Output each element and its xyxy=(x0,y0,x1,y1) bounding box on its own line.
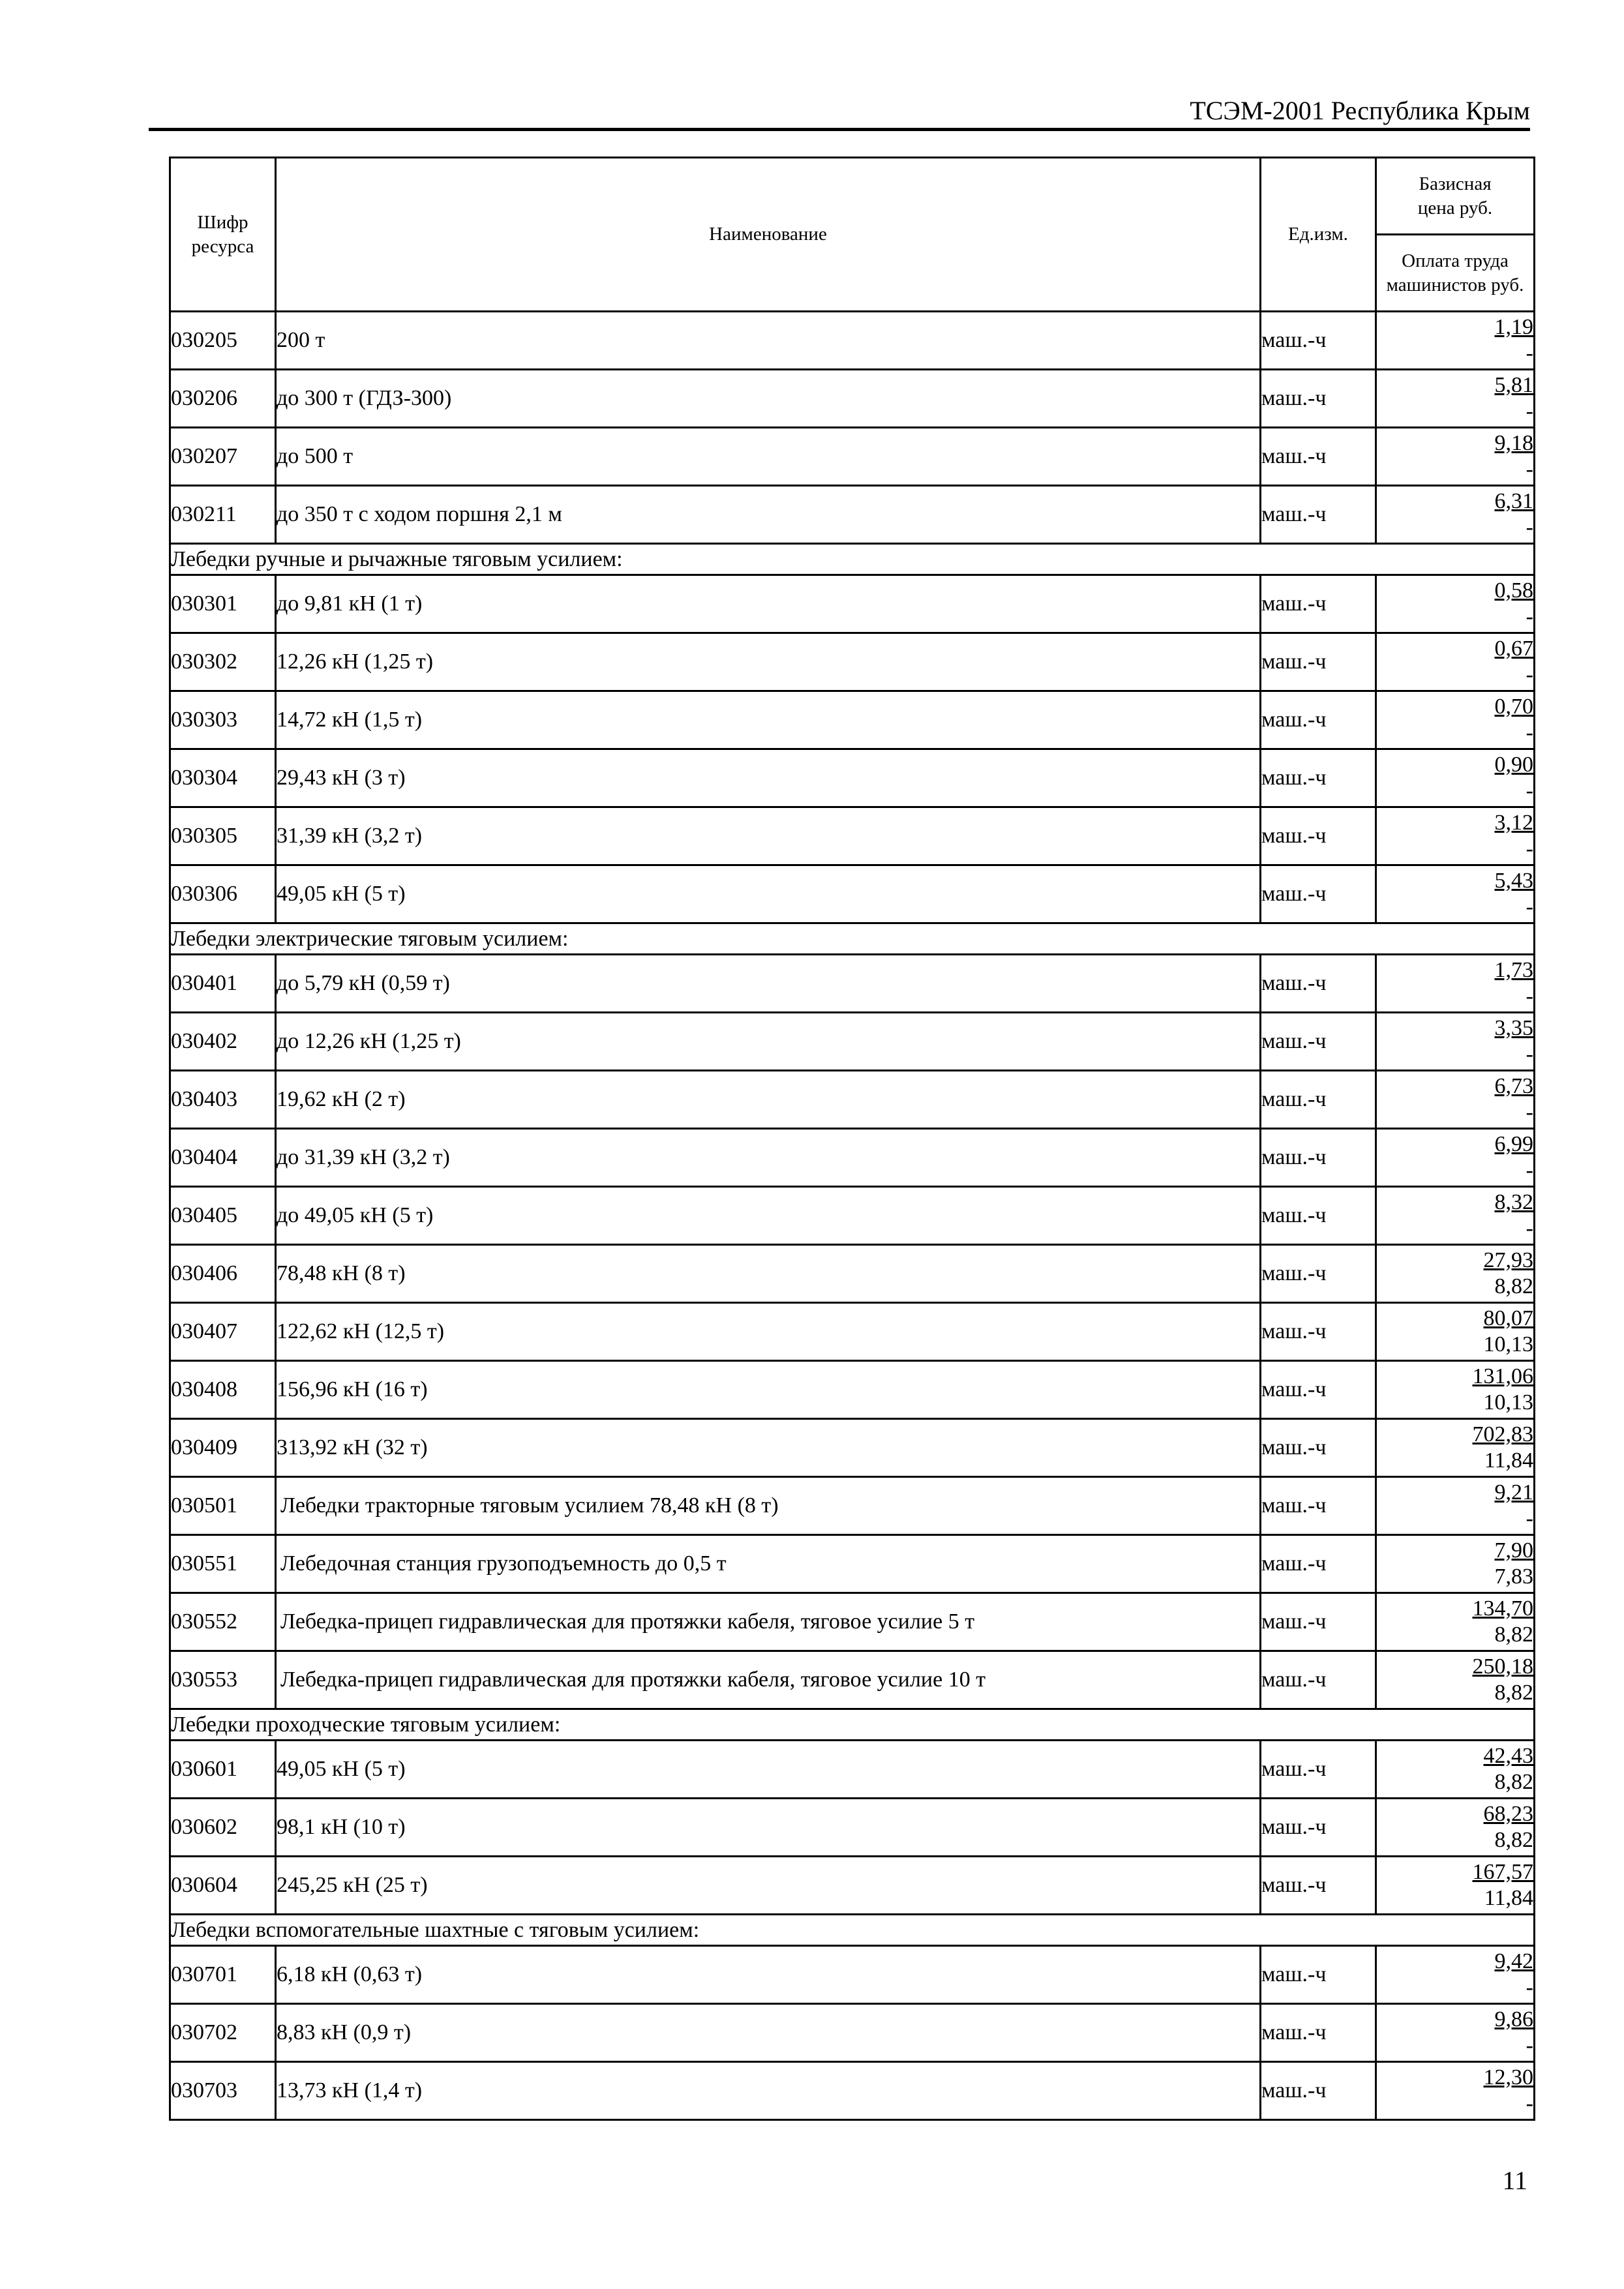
unit-of-measure: маш.-ч xyxy=(1261,1651,1376,1709)
unit-of-measure: маш.-ч xyxy=(1261,1013,1376,1071)
operator-wage: - xyxy=(1526,1158,1533,1182)
operator-wage: 8,82 xyxy=(1494,1770,1533,1794)
resource-name: до 49,05 кН (5 т) xyxy=(276,1187,1261,1245)
operator-wage: - xyxy=(1526,1042,1533,1066)
unit-of-measure: маш.-ч xyxy=(1261,1071,1376,1129)
base-price: 3,12 xyxy=(1494,811,1533,835)
operator-wage: - xyxy=(1526,663,1533,687)
resource-price-table xyxy=(169,157,1535,2121)
unit-of-measure: маш.-ч xyxy=(1261,807,1376,865)
resource-code: 030303 xyxy=(170,691,276,749)
unit-of-measure: маш.-ч xyxy=(1261,691,1376,749)
operator-wage: 8,82 xyxy=(1494,1274,1533,1298)
resource-name: 245,25 кН (25 т) xyxy=(276,1857,1261,1915)
table-row xyxy=(170,428,1535,486)
operator-wage: - xyxy=(1526,1975,1533,1999)
operator-wage: - xyxy=(1526,605,1533,629)
group-heading-row xyxy=(170,923,1535,955)
price-cell xyxy=(1376,807,1535,865)
unit-of-measure: маш.-ч xyxy=(1261,1741,1376,1799)
base-price: 6,73 xyxy=(1494,1074,1533,1098)
table-row xyxy=(170,1303,1535,1361)
price-cell xyxy=(1376,1303,1535,1361)
document-header-title: ТСЭМ-2001 Республика Крым xyxy=(1190,96,1530,125)
resource-code: 030306 xyxy=(170,865,276,923)
unit-of-measure: маш.-ч xyxy=(1261,2062,1376,2120)
table-row xyxy=(170,865,1535,923)
operator-wage: 8,82 xyxy=(1494,1828,1533,1852)
resource-name: 29,43 кН (3 т) xyxy=(276,749,1261,807)
operator-wage: - xyxy=(1526,399,1533,423)
operator-wage: - xyxy=(1526,457,1533,481)
price-cell xyxy=(1376,691,1535,749)
resource-code: 030602 xyxy=(170,1799,276,1857)
column-header-operator-wage: Оплата труда машинистов руб. xyxy=(1376,235,1535,312)
unit-of-measure: маш.-ч xyxy=(1261,955,1376,1013)
column-header-unit: Ед.изм. xyxy=(1261,158,1376,312)
table-row xyxy=(170,1799,1535,1857)
operator-wage: 11,84 xyxy=(1484,1448,1533,1473)
base-price: 8,32 xyxy=(1494,1190,1533,1214)
operator-wage: - xyxy=(1526,2091,1533,2116)
base-price: 5,43 xyxy=(1494,869,1533,893)
price-cell xyxy=(1376,428,1535,486)
unit-of-measure: маш.-ч xyxy=(1261,312,1376,370)
resource-code: 030408 xyxy=(170,1361,276,1419)
base-price: 42,43 xyxy=(1483,1744,1533,1768)
header-rule xyxy=(149,128,1530,131)
resource-name: 6,18 кН (0,63 т) xyxy=(276,1946,1261,2004)
resource-name: до 500 т xyxy=(276,428,1261,486)
unit-of-measure: маш.-ч xyxy=(1261,1419,1376,1477)
price-cell xyxy=(1376,1946,1535,2004)
table-row xyxy=(170,1013,1535,1071)
unit-of-measure: маш.-ч xyxy=(1261,1187,1376,1245)
table-row xyxy=(170,749,1535,807)
table-body xyxy=(170,158,1535,2120)
operator-wage: - xyxy=(1526,2033,1533,2057)
group-heading-row xyxy=(170,1709,1535,1741)
price-cell xyxy=(1376,1419,1535,1477)
resource-code: 030701 xyxy=(170,1946,276,2004)
operator-wage: - xyxy=(1526,1216,1533,1240)
base-price: 0,90 xyxy=(1494,753,1533,777)
unit-of-measure: маш.-ч xyxy=(1261,1129,1376,1187)
unit-of-measure: маш.-ч xyxy=(1261,1593,1376,1651)
resource-name: до 350 т с ходом поршня 2,1 м xyxy=(276,486,1261,544)
base-price: 6,99 xyxy=(1494,1132,1533,1156)
resource-code: 030304 xyxy=(170,749,276,807)
resource-code: 030401 xyxy=(170,955,276,1013)
resource-name: 12,26 кН (1,25 т) xyxy=(276,633,1261,691)
unit-of-measure: маш.-ч xyxy=(1261,1799,1376,1857)
resource-code: 030305 xyxy=(170,807,276,865)
table-row xyxy=(170,1419,1535,1477)
resource-code: 030407 xyxy=(170,1303,276,1361)
resource-code: 030406 xyxy=(170,1245,276,1303)
unit-of-measure: маш.-ч xyxy=(1261,1477,1376,1535)
table-row xyxy=(170,1535,1535,1593)
price-cell xyxy=(1376,1741,1535,1799)
price-cell xyxy=(1376,1651,1535,1709)
base-price: 27,93 xyxy=(1483,1248,1533,1272)
base-price: 167,57 xyxy=(1472,1860,1533,1884)
table-header-row xyxy=(170,158,1535,235)
table-row xyxy=(170,1129,1535,1187)
table-row xyxy=(170,691,1535,749)
resource-code: 030205 xyxy=(170,312,276,370)
resource-name: Лебедка-прицеп гидравлическая для протяжки кабеля, тяговое усилие 5 т xyxy=(276,1593,1261,1651)
price-cell xyxy=(1376,1857,1535,1915)
table-row xyxy=(170,1361,1535,1419)
operator-wage: - xyxy=(1526,1100,1533,1124)
base-price: 5,81 xyxy=(1494,373,1533,397)
price-cell xyxy=(1376,1013,1535,1071)
base-price: 134,70 xyxy=(1472,1596,1533,1621)
price-cell xyxy=(1376,2004,1535,2062)
resource-code: 030405 xyxy=(170,1187,276,1245)
table-row xyxy=(170,1857,1535,1915)
resource-name: 156,96 кН (16 т) xyxy=(276,1361,1261,1419)
resource-name: 49,05 кН (5 т) xyxy=(276,1741,1261,1799)
base-price: 1,73 xyxy=(1494,958,1533,982)
resource-code: 030301 xyxy=(170,575,276,633)
table-row xyxy=(170,1741,1535,1799)
operator-wage: 8,82 xyxy=(1494,1623,1533,1647)
resource-code: 030211 xyxy=(170,486,276,544)
unit-of-measure: маш.-ч xyxy=(1261,1946,1376,2004)
unit-of-measure: маш.-ч xyxy=(1261,575,1376,633)
base-price: 131,06 xyxy=(1472,1364,1533,1388)
table-row xyxy=(170,807,1535,865)
resource-name: 98,1 кН (10 т) xyxy=(276,1799,1261,1857)
unit-of-measure: маш.-ч xyxy=(1261,1857,1376,1915)
price-cell xyxy=(1376,1187,1535,1245)
table-row xyxy=(170,1245,1535,1303)
table-row xyxy=(170,575,1535,633)
resource-name: до 9,81 кН (1 т) xyxy=(276,575,1261,633)
price-cell xyxy=(1376,865,1535,923)
base-price: 0,70 xyxy=(1494,695,1533,719)
base-price: 12,30 xyxy=(1483,2065,1533,2089)
unit-of-measure: маш.-ч xyxy=(1261,486,1376,544)
resource-name: 8,83 кН (0,9 т) xyxy=(276,2004,1261,2062)
price-cell xyxy=(1376,955,1535,1013)
resource-name: 49,05 кН (5 т) xyxy=(276,865,1261,923)
resource-name: 13,73 кН (1,4 т) xyxy=(276,2062,1261,2120)
unit-of-measure: маш.-ч xyxy=(1261,633,1376,691)
base-price: 702,83 xyxy=(1472,1422,1533,1446)
table-row xyxy=(170,1071,1535,1129)
resource-code: 030702 xyxy=(170,2004,276,2062)
resource-name: до 12,26 кН (1,25 т) xyxy=(276,1013,1261,1071)
base-price: 9,86 xyxy=(1494,2007,1533,2031)
operator-wage: - xyxy=(1526,515,1533,539)
unit-of-measure: маш.-ч xyxy=(1261,370,1376,428)
price-cell xyxy=(1376,633,1535,691)
operator-wage: 7,83 xyxy=(1494,1564,1533,1589)
resource-code: 030403 xyxy=(170,1071,276,1129)
resource-code: 030207 xyxy=(170,428,276,486)
table-row xyxy=(170,633,1535,691)
price-cell xyxy=(1376,2062,1535,2120)
operator-wage: - xyxy=(1526,721,1533,745)
operator-wage: - xyxy=(1526,837,1533,861)
resource-code: 030302 xyxy=(170,633,276,691)
resource-code: 030553 xyxy=(170,1651,276,1709)
page-number: 11 xyxy=(1502,2166,1527,2195)
resource-code: 030404 xyxy=(170,1129,276,1187)
price-cell xyxy=(1376,1245,1535,1303)
resource-name: 78,48 кН (8 т) xyxy=(276,1245,1261,1303)
price-cell xyxy=(1376,370,1535,428)
table-row xyxy=(170,2062,1535,2120)
group-heading-row xyxy=(170,544,1535,575)
table-row xyxy=(170,1593,1535,1651)
operator-wage: 10,13 xyxy=(1483,1332,1533,1356)
resource-code: 030703 xyxy=(170,2062,276,2120)
base-price: 9,21 xyxy=(1494,1480,1533,1504)
base-price: 1,19 xyxy=(1494,315,1533,339)
unit-of-measure: маш.-ч xyxy=(1261,2004,1376,2062)
unit-of-measure: маш.-ч xyxy=(1261,1303,1376,1361)
unit-of-measure: маш.-ч xyxy=(1261,428,1376,486)
operator-wage: - xyxy=(1526,895,1533,919)
base-price: 80,07 xyxy=(1483,1306,1533,1330)
group-heading-row xyxy=(170,1915,1535,1946)
operator-wage: - xyxy=(1526,1506,1533,1531)
price-cell xyxy=(1376,1535,1535,1593)
column-header-name: Наименование xyxy=(276,158,1261,312)
resource-name: 313,92 кН (32 т) xyxy=(276,1419,1261,1477)
base-price: 6,31 xyxy=(1494,489,1533,513)
table-row xyxy=(170,370,1535,428)
resource-code: 030206 xyxy=(170,370,276,428)
resource-code: 030552 xyxy=(170,1593,276,1651)
price-cell xyxy=(1376,312,1535,370)
price-cell xyxy=(1376,1477,1535,1535)
price-cell xyxy=(1376,749,1535,807)
table-row xyxy=(170,1187,1535,1245)
column-header-base-price: Базисная цена руб. xyxy=(1376,158,1535,235)
unit-of-measure: маш.-ч xyxy=(1261,749,1376,807)
unit-of-measure: маш.-ч xyxy=(1261,1535,1376,1593)
unit-of-measure: маш.-ч xyxy=(1261,1245,1376,1303)
resource-name: 122,62 кН (12,5 т) xyxy=(276,1303,1261,1361)
group-heading: Лебедки вспомогательные шахтные с тяговым усилием: xyxy=(170,1915,1535,1946)
resource-name: до 5,79 кН (0,59 т) xyxy=(276,955,1261,1013)
price-cell xyxy=(1376,1129,1535,1187)
resource-name: до 300 т (ГДЗ-300) xyxy=(276,370,1261,428)
column-header-code: Шифр ресурса xyxy=(170,158,276,312)
price-cell xyxy=(1376,1071,1535,1129)
resource-name: 31,39 кН (3,2 т) xyxy=(276,807,1261,865)
price-cell xyxy=(1376,486,1535,544)
resource-code: 030601 xyxy=(170,1741,276,1799)
table-row xyxy=(170,312,1535,370)
operator-wage: - xyxy=(1526,779,1533,803)
price-cell xyxy=(1376,575,1535,633)
table-row xyxy=(170,1946,1535,2004)
base-price: 9,18 xyxy=(1494,431,1533,455)
unit-of-measure: маш.-ч xyxy=(1261,1361,1376,1419)
resource-name: до 31,39 кН (3,2 т) xyxy=(276,1129,1261,1187)
base-price: 9,42 xyxy=(1494,1949,1533,1973)
operator-wage: - xyxy=(1526,984,1533,1008)
operator-wage: 11,84 xyxy=(1484,1886,1533,1910)
resource-name: 14,72 кН (1,5 т) xyxy=(276,691,1261,749)
base-price: 0,67 xyxy=(1494,636,1533,661)
resource-code: 030604 xyxy=(170,1857,276,1915)
resource-code: 030402 xyxy=(170,1013,276,1071)
price-cell xyxy=(1376,1593,1535,1651)
table-row xyxy=(170,955,1535,1013)
operator-wage: 8,82 xyxy=(1494,1681,1533,1705)
table-row xyxy=(170,1651,1535,1709)
base-price: 0,58 xyxy=(1494,578,1533,603)
operator-wage: - xyxy=(1526,341,1533,365)
unit-of-measure: маш.-ч xyxy=(1261,865,1376,923)
resource-name: Лебедка-прицеп гидравлическая для протяжки кабеля, тяговое усилие 10 т xyxy=(276,1651,1261,1709)
resource-name: Лебедки тракторные тяговым усилием 78,48 кН (8 т) xyxy=(276,1477,1261,1535)
base-price: 250,18 xyxy=(1472,1654,1533,1679)
table-row xyxy=(170,2004,1535,2062)
resource-name: 19,62 кН (2 т) xyxy=(276,1071,1261,1129)
group-heading: Лебедки электрические тяговым усилием: xyxy=(170,923,1535,955)
table-row xyxy=(170,1477,1535,1535)
base-price: 3,35 xyxy=(1494,1016,1533,1040)
group-heading: Лебедки проходческие тяговым усилием: xyxy=(170,1709,1535,1741)
base-price: 68,23 xyxy=(1483,1802,1533,1826)
price-cell xyxy=(1376,1361,1535,1419)
group-heading: Лебедки ручные и рычажные тяговым усилием: xyxy=(170,544,1535,575)
resource-name: 200 т xyxy=(276,312,1261,370)
resource-code: 030551 xyxy=(170,1535,276,1593)
table-row xyxy=(170,486,1535,544)
base-price: 7,90 xyxy=(1494,1538,1533,1563)
resource-code: 030409 xyxy=(170,1419,276,1477)
price-cell xyxy=(1376,1799,1535,1857)
resource-name: Лебедочная станция грузоподъемность до 0,5 т xyxy=(276,1535,1261,1593)
resource-code: 030501 xyxy=(170,1477,276,1535)
operator-wage: 10,13 xyxy=(1483,1390,1533,1414)
